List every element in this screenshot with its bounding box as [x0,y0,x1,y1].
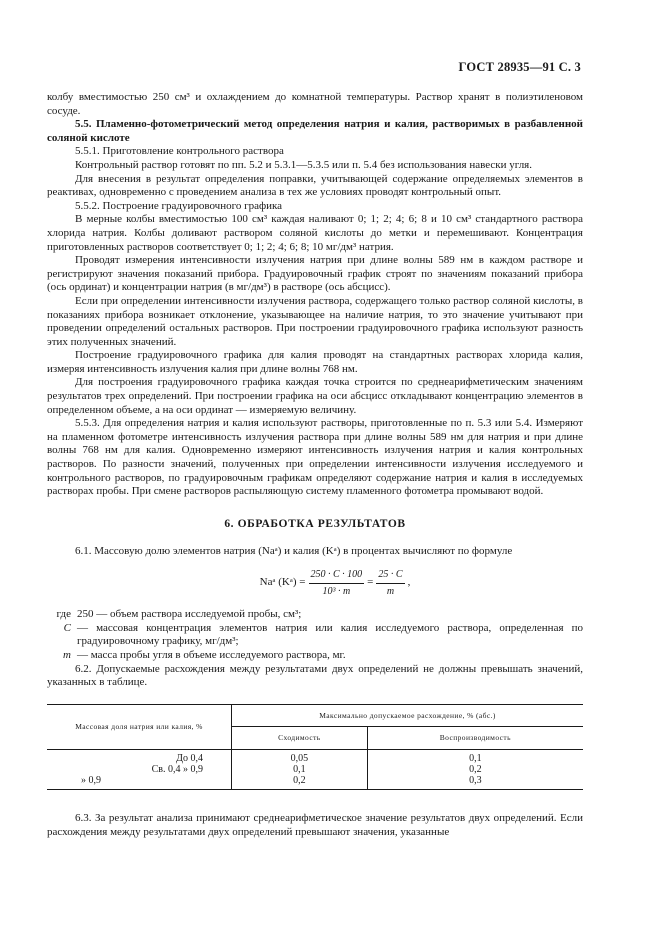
formula-equals: = [367,576,374,589]
paragraph-6-1: 6.1. Массовую долю элементов натрия (Naᵃ) и калия (Kᵃ) в процентах вычисляют по формуле [75,545,513,558]
table-row [47,775,583,790]
paragraph-5-5-2-c: Если при определении интенсивности излучения раствора, содержащего только раствор соляной кислоты, в показаниях прибора возникает отклонение, указывающее на наличие натрия, то это значение учитывают при проведении определений остальных растворов. При построении градуировочного графика используют разность этих полученных значений. [47,294,583,348]
table-header-convergence: Сходимость [232,727,368,750]
formula-legend [47,608,583,662]
formula [87,568,583,598]
formula-numerator-2: 25 · C [376,568,404,584]
formula-denominator-2: m [386,585,395,597]
section-6-title: 6. ОБРАБОТКА РЕЗУЛЬТАТОВ [224,517,406,530]
section-5-5-1-title: 5.5.1. Приготовление контрольного раствора [75,145,284,158]
table-cell-convergence: 0,2 [232,775,368,790]
paragraph-6-3: 6.3. За результат анализа принимают среднеарифметическое значение результатов двух определений. Если расхождения между результатами двух определений превышают значения, указанные [47,811,583,838]
table-cell-convergence: 0,05 [232,749,368,764]
intro-paragraph: колбу вместимостью 250 см³ и охлаждением до комнатной температуры. Раствор хранят в полиэтиленовом сосуде. [47,91,583,117]
table-cell-reproducibility: 0,2 [367,764,583,775]
table-cell-range: » 0,9 [47,775,232,790]
table-header-group: Максимально допускаемое расхождение, % (абс.) [232,704,584,727]
paragraph-5-5-2-b: Проводят измерения интенсивности излучения натрия при длине волны 589 нм в каждом растворе и регистрируют значения показаний прибора. Градуировочный график строят по значениям показаний прибора (ось ординат) и концентрации натрия (в мг/дм³) в растворе (ось абсцисс). [47,254,583,294]
paragraph-5-5-3: 5.5.3. Для определения натрия и калия используют растворы, приготовленные по п. 5.3 или 5.4. Измеряют на пламенном фотометре интенсивность излучения раствора при длине волны 589 нм для натрия и при длине волны 768 нм для калия. Одновременно измеряют интенсивность излучения натрия и калия контрольных растворов. По разности значений, полученных при определении интенсивности излучения исследуемого и контрольного растворов, по градуировочным графикам определяют содержание натрия и калия в исследуемых растворах пробы. При смене растворов распыляющую систему пламенного фотометра промывают водой. [47,417,583,498]
table-cell-reproducibility: 0,3 [367,775,583,790]
table-cell-range: До 0,4 [176,752,203,764]
paragraph-5-5-1-a: Контрольный раствор готовят по пп. 5.2 и 5.3.1—5.3.5 или п. 5.4 без использования навески угля. [75,158,532,171]
legend-c-symbol: C [63,621,71,634]
page-header: ГОСТ 28935—91 С. 3 [458,60,581,74]
table-cell-range: Св. 0,4 » 0,9 [151,763,203,775]
table-row [47,764,583,775]
paragraph-5-5-2-a: В мерные колбы вместимостью 100 см³ каждая наливают 0; 1; 2; 4; 6; 8 и 10 см³ стандартного раствора хлорида натрия. Колбы доливают раствором соляной кислоты до метки и перемешивают. Концентрация приготовленных растворов соответствует 0; 1; 2; 4; 6; 8; 10 мг/дм³ натрия. [47,213,583,253]
formula-fraction-2 [376,568,404,598]
legend-m-definition: — масса пробы угля в объеме исследуемого раствора, мг. [77,648,346,661]
legend-m-symbol: m [63,648,71,661]
section-5-5-2-title: 5.5.2. Построение градуировочного графика [75,199,283,212]
table-row [47,749,583,764]
formula-tail: , [407,576,411,589]
section-5-5-title: 5.5. Пламенно-фотометрический метод определения натрия и калия, растворимых в разбавленной соляной кислоте [47,118,583,144]
table-header-content: Массовая доля натрия или калия, % [47,704,232,749]
paragraph-5-5-2-d: Построение градуировочного графика для калия проводят на стандартных растворах хлорида калия, измеряя интенсивность излучения калия при длине волны 768 нм. [47,349,583,375]
formula-numerator-1: 250 · C · 100 [309,568,365,584]
formula-fraction-1 [309,568,365,598]
formula-lhs: Naᵃ (Kᵃ) = [259,576,306,589]
paragraph-6-2: 6.2. Допускаемые расхождения между результатами двух определений не должны превышать значений, указанных в таблице. [47,662,583,689]
tolerance-table [47,704,583,790]
legend-250: 250 — объем раствора исследуемой пробы, см³; [77,608,302,621]
table-cell-convergence: 0,1 [232,764,368,775]
legend-c-definition: — массовая концентрация элементов натрия или калия исследуемого раствора, определенная по градуировочному графику, мг/дм³; [77,621,583,648]
paragraph-5-5-1-b: Для внесения в результат определения поправки, учитывающей содержание определяемых элементов в реактивах, одновременно с проведением анализа в тех же условиях проводят контрольный опыт. [47,172,583,199]
formula-denominator-1: 10³ · m [322,585,351,597]
table-cell-reproducibility: 0,1 [367,749,583,764]
table-header-reproducibility: Воспроизводимость [367,727,583,750]
legend-where: где [56,608,71,621]
paragraph-5-5-2-e: Для построения градуировочного графика каждая точка строится по среднеарифметическим значениям результатов трех определений. При построении графика на оси абсцисс откладывают концентрацию элементов в определенном объеме, а на оси ординат — измеряемую величину. [47,376,583,416]
document-body [47,91,583,839]
